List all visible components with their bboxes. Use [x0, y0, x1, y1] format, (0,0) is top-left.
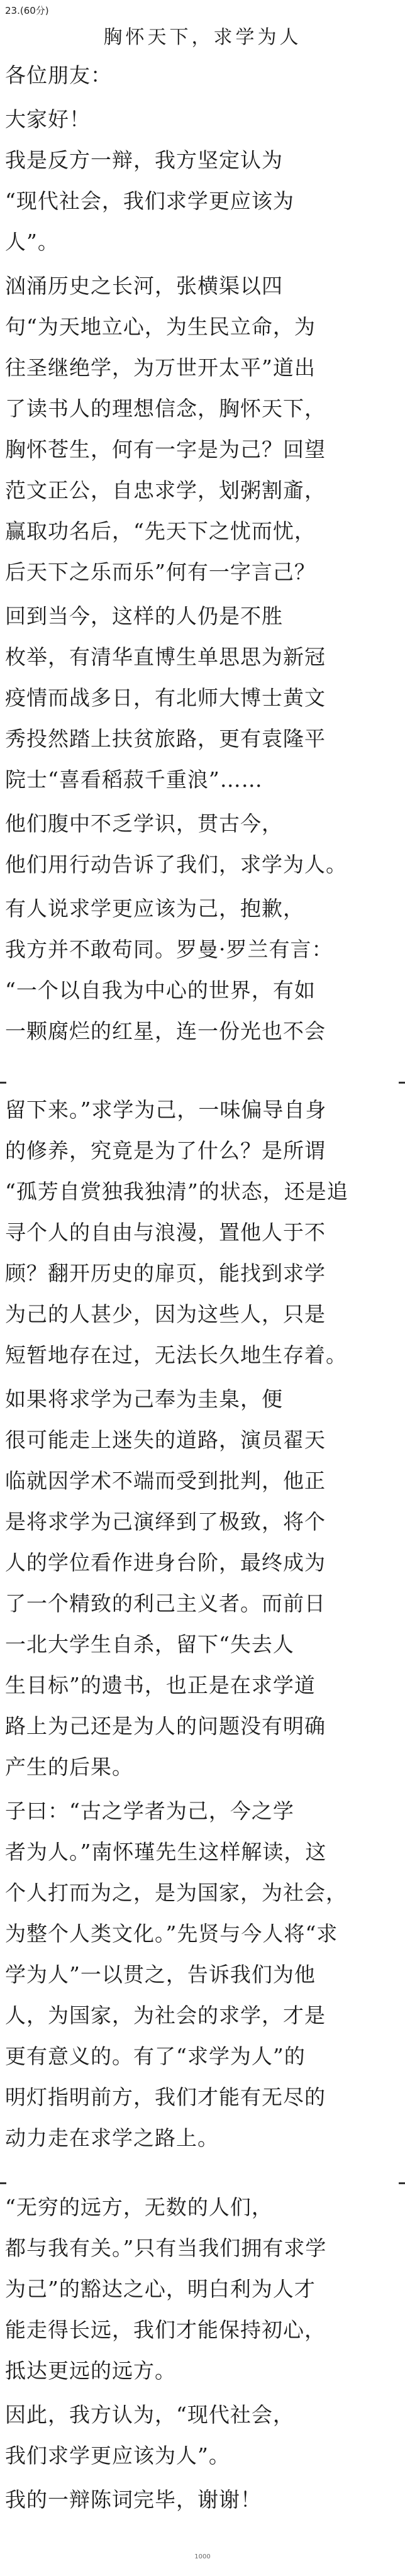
essay-line: 为整个人类文化。”先贤与今人将“求 [5, 1921, 338, 1946]
essay-line: 一北大学生自杀，留下“失去人 [5, 1632, 294, 1657]
essay-line: 产生的后果。 [5, 1755, 133, 1779]
essay-line: 范文正公，自忠求学，划粥割齑， [5, 478, 326, 502]
essay-line: 了读书人的理想信念，胸怀天下， [5, 396, 326, 421]
essay-line: 人，为国家，为社会的求学，才是 [5, 2003, 326, 2028]
essay-line: 学为人”一以贯之，告诉我们为他 [5, 1962, 316, 1987]
essay-line: 人”。 [5, 230, 59, 254]
essay-line: “一个以自我为中心的世界，有如 [5, 978, 316, 1002]
scan-edge-mark [0, 2182, 6, 2184]
essay-line: 我的一辩陈词完毕，谢谢！ [5, 2487, 262, 2512]
essay-section-3 [0, 2195, 405, 2522]
essay-line: 动力走在求学之路上。 [5, 2126, 219, 2150]
essay-line: “孤芳自赏独我独清”的状态，还是追 [5, 1179, 348, 1204]
page-number: 1000 [194, 2553, 211, 2560]
essay-line: 胸怀苍生，何有一字是为己？回望 [5, 437, 326, 462]
essay-line: “无穷的远方，无数的人们， [5, 2195, 273, 2219]
essay-line: 秀投然踏上扶贫旅路，更有袁隆平 [5, 726, 326, 751]
essay-line: 留下来。”求学为己，一味偏导自身 [5, 1097, 327, 1122]
essay-line: 很可能走上迷失的道路，演员翟天 [5, 1428, 326, 1452]
essay-line: 都与我有关。”只有当我们拥有求学 [5, 2236, 327, 2260]
essay-line: 赢取功名后，“先天下之忧而忧， [5, 519, 316, 543]
essay-line: 了一个精致的利己主义者。而前日 [5, 1591, 326, 1616]
essay-line: 人的学位看作进身台阶，最终成为 [5, 1550, 326, 1575]
scan-edge-mark [399, 2182, 405, 2184]
essay-line: 句“为天地立心，为生民立命，为 [5, 314, 316, 339]
essay-line: 往圣继绝学，为万世开太平”道出 [5, 355, 316, 380]
essay-line: 为己”的豁达之心，明白利为人才 [5, 2277, 316, 2301]
essay-line: 我方并不敢苟同。罗曼·罗兰有言： [5, 937, 333, 962]
essay-line: 短暂地存在过，无法长久地生存着。 [5, 1343, 347, 1367]
essay-line: 顾？翻开历史的扉页，能找到求学 [5, 1261, 326, 1285]
essay-line: 院士“喜看稻菽千重浪”…… [5, 767, 263, 792]
essay-line: 临就因学术不端而受到批判，他正 [5, 1468, 326, 1493]
essay-line: 者为人。”南怀瑾先生这样解读，这 [5, 1840, 327, 1864]
essay-line: 后天下之乐而乐”何有一字言己？ [5, 560, 316, 584]
essay-line: 我是反方一辩，我方坚定认为 [5, 148, 283, 172]
essay-line: 因此，我方认为，“现代社会， [5, 2402, 294, 2427]
essay-line: 他们用行动告诉了我们，求学为人。 [5, 852, 347, 877]
question-number: 23.(60分) [5, 5, 49, 16]
essay-line: 子曰：“古之学者为己，今之学 [5, 1799, 294, 1823]
essay-section-2 [0, 1097, 405, 2167]
essay-line: 是将求学为己演绎到了极致，将个 [5, 1509, 326, 1534]
essay-section-1 [0, 25, 405, 1057]
essay-line: 他们腹中不乏学识，贯古今， [5, 811, 283, 836]
essay-line: 我们求学更应该为人”。 [5, 2443, 230, 2468]
essay-line: 一颗腐烂的红星，连一份光也不会 [5, 1019, 326, 1043]
essay-line: 为己的人甚少，因为这些人，只是 [5, 1302, 326, 1326]
essay-line: 路上为己还是为人的问题没有明确 [5, 1714, 326, 1738]
essay-line: 寻个人的自由与浪漫，置他人于不 [5, 1220, 326, 1245]
essay-line: 回到当今，这样的人仍是不胜 [5, 604, 283, 628]
scan-edge-mark [0, 1082, 6, 1084]
essay-line: 大家好！ [5, 107, 91, 131]
essay-line: 的修养，究竟是为了什么？是所谓 [5, 1138, 326, 1163]
essay-line: 能走得长远，我们才能保持初心， [5, 2318, 326, 2342]
essay-line: 更有意义的。有了“求学为人”的 [5, 2044, 306, 2068]
essay-line: 明灯指明前方，我们才能有无尽的 [5, 2085, 326, 2109]
essay-line: 各位朋友： [5, 63, 112, 87]
essay-line: 枚举，有清华直博生单思思为新冠 [5, 645, 326, 669]
essay-line: 有人说求学更应该为己，抱歉， [5, 896, 304, 921]
essay-line: 如果将求学为己奉为圭臬，便 [5, 1387, 283, 1411]
essay-line: 汹涌历史之长河，张横渠以四 [5, 274, 283, 298]
scan-edge-mark [399, 1082, 405, 1084]
essay-line: 疫情而战多日，有北师大博士黄文 [5, 686, 326, 710]
essay-line: 个人打而为之，是为国家，为社会， [5, 1880, 347, 1905]
essay-line: 抵达更远的远方。 [5, 2358, 176, 2383]
essay-title: 胸怀天下，求学为人 [103, 26, 302, 48]
essay-line: 生目标”的遗书，也正是在求学道 [5, 1673, 316, 1697]
essay-line: “现代社会，我们求学更应该为 [5, 189, 294, 213]
